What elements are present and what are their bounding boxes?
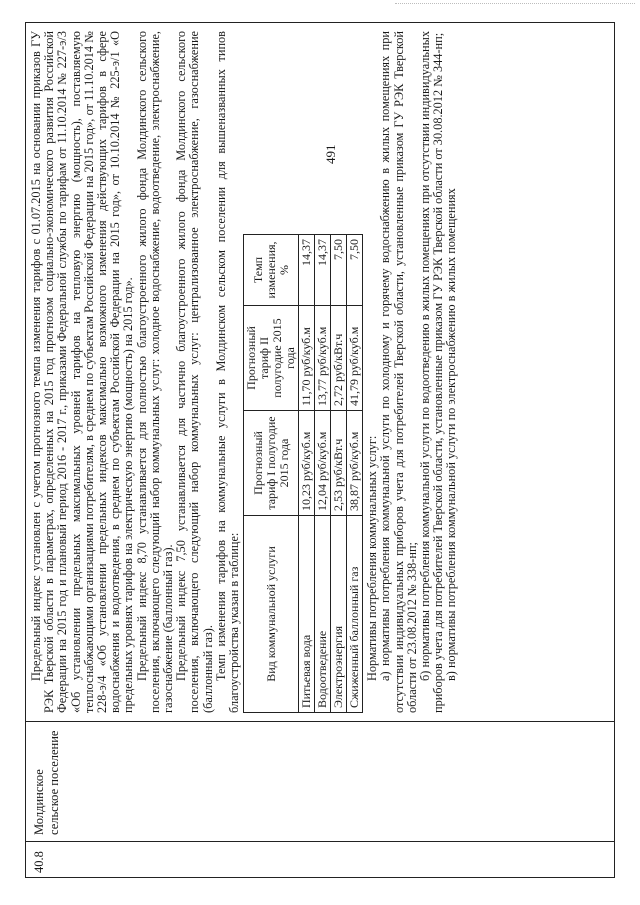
cell-service: Электроэнергия bbox=[331, 516, 347, 713]
cell-tariff-h2: 13,77 руб/куб.м bbox=[315, 306, 331, 411]
paragraph-index-partial: Предельный индекс 7,50 устанавливается для частично благоустроенного жилого фонда Молдинского сельского поселения, включающего следующий набор коммунальных услуг: централизованное электроснабжение, газоснабжение (баллонный газ). bbox=[174, 31, 215, 713]
paragraph-norm-water: а) нормативы потребления коммунальной услуги по холодному и горячему водоснабжению в жилых помещениях при отсутствии индивидуальных приборов учета для потребителей Тверской области, установленные приказом ГУ РЭК Тверской области от 23.08.2012 № 338-нп; bbox=[378, 31, 419, 713]
header-tariff-h1: Прогнозный тариф I полугодие 2015 года bbox=[244, 411, 299, 516]
tariff-table-header bbox=[244, 235, 299, 713]
settlement-name: Молдинское сельское поселение bbox=[26, 721, 614, 841]
page-number: 491 bbox=[323, 144, 338, 164]
cell-tariff-h1: 2,53 руб/кВт.ч bbox=[331, 411, 347, 516]
tariff-table bbox=[243, 234, 363, 713]
table-row bbox=[315, 235, 331, 713]
cell-change: 7,50 bbox=[347, 235, 363, 306]
table-row bbox=[26, 23, 614, 877]
top-dotted-rule bbox=[395, 3, 635, 4]
row-description bbox=[26, 23, 614, 721]
cell-tariff-h2: 11,70 руб/куб.м bbox=[299, 306, 315, 411]
cell-tariff-h2: 41,79 руб/куб.м bbox=[347, 306, 363, 411]
header-change: Темп изменения, % bbox=[244, 235, 299, 306]
paragraph-table-intro: Темп изменения тарифов на коммунальные услуги в Молдинском сельском поселении для вышеназванных типов благоустройства указан в таблице: bbox=[213, 31, 242, 713]
paragraph-norms-heading: Нормативы потребления коммунальных услуг: bbox=[365, 435, 380, 681]
cell-tariff-h2: 2,72 руб/кВт.ч bbox=[331, 306, 347, 411]
header-tariff-h2: Прогнозный тариф II полугодие 2015 года bbox=[244, 306, 299, 411]
cell-change: 14,37 bbox=[315, 235, 331, 306]
paragraph-norm-drainage: б) нормативы потребления коммунальной услуги по водоотведению в жилых помещениях при отсутствии индивидуальных приборов учета для потребителей Тверской области, установленные приказом ГУ РЭК Тверской области от 30.08.2012 № 344-нп; bbox=[418, 31, 446, 713]
cell-tariff-h1: 12,04 руб/куб.м bbox=[315, 411, 331, 516]
cell-service: Сжиженный баллонный газ bbox=[347, 516, 363, 713]
content-table-frame bbox=[25, 22, 615, 878]
cell-tariff-h1: 10,23 руб/куб.м bbox=[299, 411, 315, 516]
cell-tariff-h1: 38,87 руб/куб.м bbox=[347, 411, 363, 516]
paragraph-index-full: Предельный индекс 8,70 устанавливается для полностью благоустроенного жилого фонда Молдинского сельского поселения, включающего следующий набор коммунальных услуг: холодное водоснабжение, водоотведение, электроснабжение, газоснабжение (баллонный газ). bbox=[134, 31, 176, 713]
header-service: Вид коммунальной услуги bbox=[244, 516, 299, 713]
paragraph-norm-electricity: в) нормативы потребления коммунальной услуги по электроснабжению в жилых помещениях bbox=[444, 188, 459, 681]
cell-service: Питьевая вода bbox=[299, 516, 315, 713]
paragraph-index-basis: Предельный индекс установлен с учетом прогнозного темпа изменения тарифов с 01.07.2015 на основании приказов ГУ РЭК Тверской области в параметрах, определенных на 2015 год прогнозом социально-экономического развития Российской Федерации на 2015 год и плановый период 2016 - 2017 г., приказами Федеральной службы по тарифам от 11.10.2014 № 227-э/3 «Об установлении предельных максимальных уровней тарифов на тепловую энергию (мощность), поставляемую теплоснабжающими организациями потребителям, в среднем по субъектам Российской Федерации на 2015 год», от 11.10.2014 № 228-э/4 «Об установлении предельных индексов максимально возможного изменения действующих тарифов в сфере водоснабжения и водоотведения, в среднем по субъектам Российской Федерации на 2015 год», от 10.10.2014 № 225-э/1 «О предельных уровнях тарифов на электрическую энергию (мощность) на 2015 год». bbox=[29, 31, 136, 713]
table-row bbox=[347, 235, 363, 713]
rotated-page-content bbox=[25, 22, 615, 878]
cell-service: Водоотведение bbox=[315, 516, 331, 713]
cell-change: 14,37 bbox=[299, 235, 315, 306]
row-number: 40.8 bbox=[26, 841, 614, 877]
table-row bbox=[331, 235, 347, 713]
cell-change: 7,50 bbox=[331, 235, 347, 306]
table-row bbox=[299, 235, 315, 713]
